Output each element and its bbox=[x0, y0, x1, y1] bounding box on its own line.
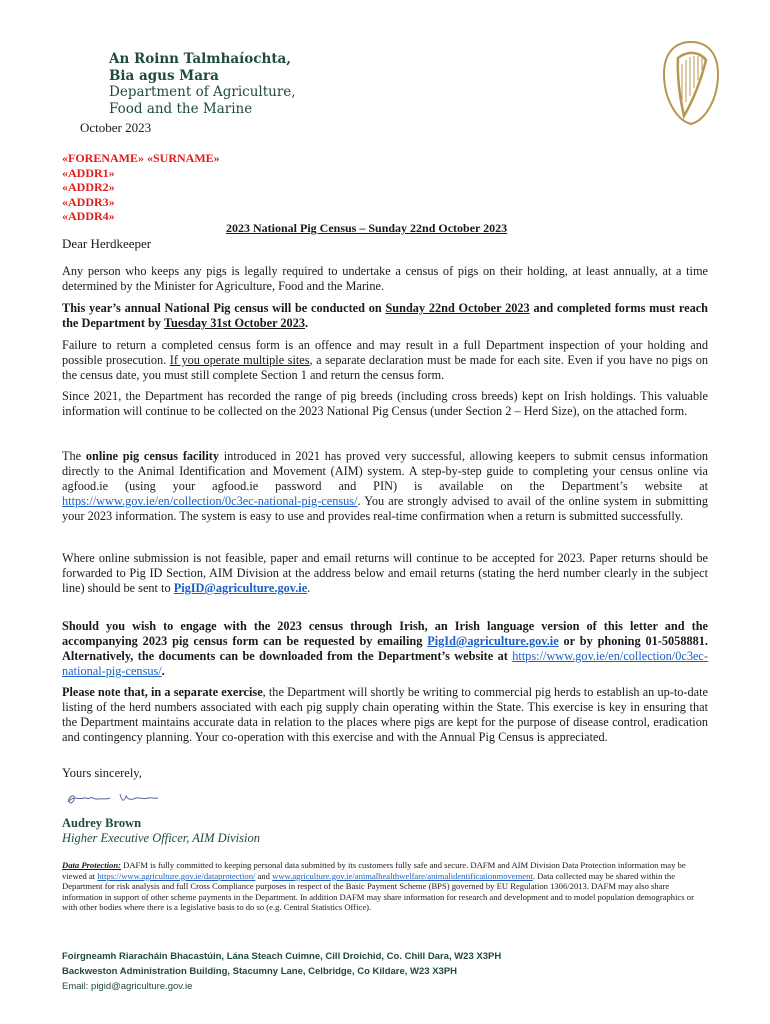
letter-date: October 2023 bbox=[80, 120, 152, 135]
pigid-email-link[interactable]: PigID@agriculture.gov.ie bbox=[173, 581, 308, 595]
address-line: «ADDR3» bbox=[62, 194, 115, 209]
signer-title: Higher Executive Officer, AIM Division bbox=[62, 831, 260, 845]
text-span: . bbox=[161, 664, 165, 678]
recipient-address bbox=[62, 151, 220, 224]
text-span: . bbox=[305, 316, 309, 330]
text-span: . Data collected may be shared within the Department for risk analysis and full Cross Compliance purposes in respect of the Basic Payment Scheme (BPS) governed by EU Regulation 1306/2013. DAFM may also share information in support of other scheme payments in the Department. In addition DAFM may share information for research and development and to model population demographics or with other bodies where there is a legislative basis to do so (e.g. Central Statistics Office). bbox=[62, 870, 694, 913]
census-collection-link[interactable]: https://www.gov.ie/en/collection/0c3ec-national-pig-census/ bbox=[62, 494, 358, 508]
dept-irish-line2: Bia agus Mara bbox=[109, 67, 219, 84]
footer-address-irish: Foirgneamh Riaracháin Bhacastúin, Lána Steach Cuimne, Cill Droichid, Co. Chill Dara, W23 X3PH bbox=[62, 951, 502, 962]
address-line: «ADDR4» bbox=[62, 209, 115, 223]
signature-image bbox=[62, 788, 162, 810]
text-span: , the Department will shortly be writing to commercial pig herds to establish an up-to-date listing of the herd numbers associated with each pig supply chain operating within the State. This exercise is key in ensuring that the Department maintains accurate data in relation to the places where pigs are kept for the purpose of disease control, eradication and contingency planning. Your co-operation with this exercise and with the Annual Pig Census is appreciated. bbox=[62, 685, 708, 744]
text-span: This year’s annual National Pig census will be conducted on bbox=[62, 301, 386, 315]
footer-address-english: Backweston Administration Building, Stacumny Lane, Celbridge, Co Kildare, W23 X3PH bbox=[62, 966, 458, 977]
paragraph-census-dates bbox=[62, 301, 708, 331]
census-date: Sunday 22nd October 2023 bbox=[385, 301, 530, 315]
text-span: and bbox=[255, 870, 273, 881]
text-span: Failure to return a completed census form is an offence and may result in a full Department inspection of your holding and possible prosecution. bbox=[62, 338, 708, 367]
address-line: «FORENAME» «SURNAME» bbox=[62, 151, 220, 165]
text-span: Should you wish to engage with the 2023 census through Irish, an Irish language version of this letter and the accompanying 2023 pig census form can be requested by emailing bbox=[62, 619, 708, 648]
text-span: Where online submission is not feasible, paper and email returns will continue to be accepted for 2023. Paper returns should be forwarded to Pig ID Section, AIM Division at the address below and email returns (stating the herd number clearly in the subject line) should be sent to bbox=[62, 551, 708, 595]
paragraph-pig-breeds: Since 2021, the Department has recorded the range of pig breeds (including cross breeds) kept on Irish holdings. This valuable information will continue to be collected on the 2023 National Pig Census (under Section 2 – Herd Size), on the attached form. bbox=[62, 389, 708, 418]
text-span: DAFM is fully committed to keeping personal data submitted by its customers fully safe and secure. DAFM and AIM Division Data Protection information may be viewed at bbox=[62, 860, 686, 881]
address-line: «ADDR2» bbox=[62, 180, 115, 194]
text-span: . You are strongly advised to avail of the online system in submitting your 2023 information. The system is easy to use and provides real-time confirmation when a return is submitted successfully. bbox=[62, 494, 708, 523]
salutation: Dear Herdkeeper bbox=[62, 236, 152, 251]
animal-identification-link[interactable]: www.agriculture.gov.ie/animalhealthwelfare/animalidentificationmovement bbox=[272, 870, 533, 881]
signer-name: Audrey Brown bbox=[62, 816, 142, 830]
paragraph-online-facility bbox=[62, 449, 708, 524]
census-collection-link-2[interactable]: https://www.gov.ie/en/collection/0c3ec-national-pig-census/ bbox=[62, 649, 708, 678]
data-protection-notice bbox=[62, 860, 708, 913]
footer-email: Email: pigid@agriculture.gov.ie bbox=[62, 981, 193, 992]
text-span: and completed forms must reach the Department by bbox=[62, 301, 709, 330]
closing: Yours sincerely, bbox=[62, 766, 142, 780]
dataprotection-link[interactable]: https://www.agriculture.gov.ie/dataprotection/ bbox=[97, 870, 256, 881]
paragraph-paper-returns bbox=[62, 551, 708, 596]
text-span: introduced in 2021 has proved very successful, allowing keepers to submit census information directly to the Animal Identification and Movement (AIM) system. A step-by-step guide to completing your census online via agfood.ie (using your agfood.ie password and PIN) is available on the Department’s website at bbox=[62, 449, 708, 493]
paragraph-irish-language bbox=[62, 619, 708, 679]
text-span: , a separate declaration must be made for each site. Even if you have no pigs on the census date, you must still complete Section 1 and return the census form. bbox=[62, 353, 708, 382]
online-facility-label: online pig census facility bbox=[85, 449, 220, 463]
letter-heading: 2023 National Pig Census – Sunday 22nd October 2023 bbox=[226, 221, 508, 235]
multiple-sites-note: If you operate multiple sites bbox=[169, 353, 310, 367]
dept-english-line1: Department of Agriculture, bbox=[109, 84, 296, 100]
text-span: . bbox=[307, 581, 311, 595]
address-line: «ADDR1» bbox=[62, 165, 115, 180]
paragraph-legal-requirement: Any person who keeps any pigs is legally required to undertake a census of pigs on their holding, at least annually, at a time determined by the Minister for Agriculture, Food and the Marine. bbox=[62, 264, 708, 293]
separate-exercise-label: Please note that, in a separate exercise bbox=[62, 685, 263, 699]
text-span: The bbox=[62, 449, 86, 463]
paragraph-separate-exercise bbox=[62, 685, 708, 745]
dept-irish-line1: An Roinn Talmhaíochta, bbox=[109, 51, 291, 67]
pigid-email-link-irish[interactable]: PigId@agriculture.gov.ie bbox=[427, 634, 559, 648]
return-deadline: Tuesday 31st October 2023 bbox=[163, 316, 305, 330]
dept-english-line2: Food and the Marine bbox=[109, 100, 253, 117]
department-name bbox=[109, 51, 296, 117]
data-protection-label: Data Protection: bbox=[62, 860, 121, 870]
paragraph-failure-to-return bbox=[62, 338, 708, 383]
irish-harp-icon bbox=[660, 40, 722, 126]
text-span: or by phoning 01-5058881. Alternatively, the documents can be downloaded from the Department’s website at bbox=[62, 634, 708, 663]
